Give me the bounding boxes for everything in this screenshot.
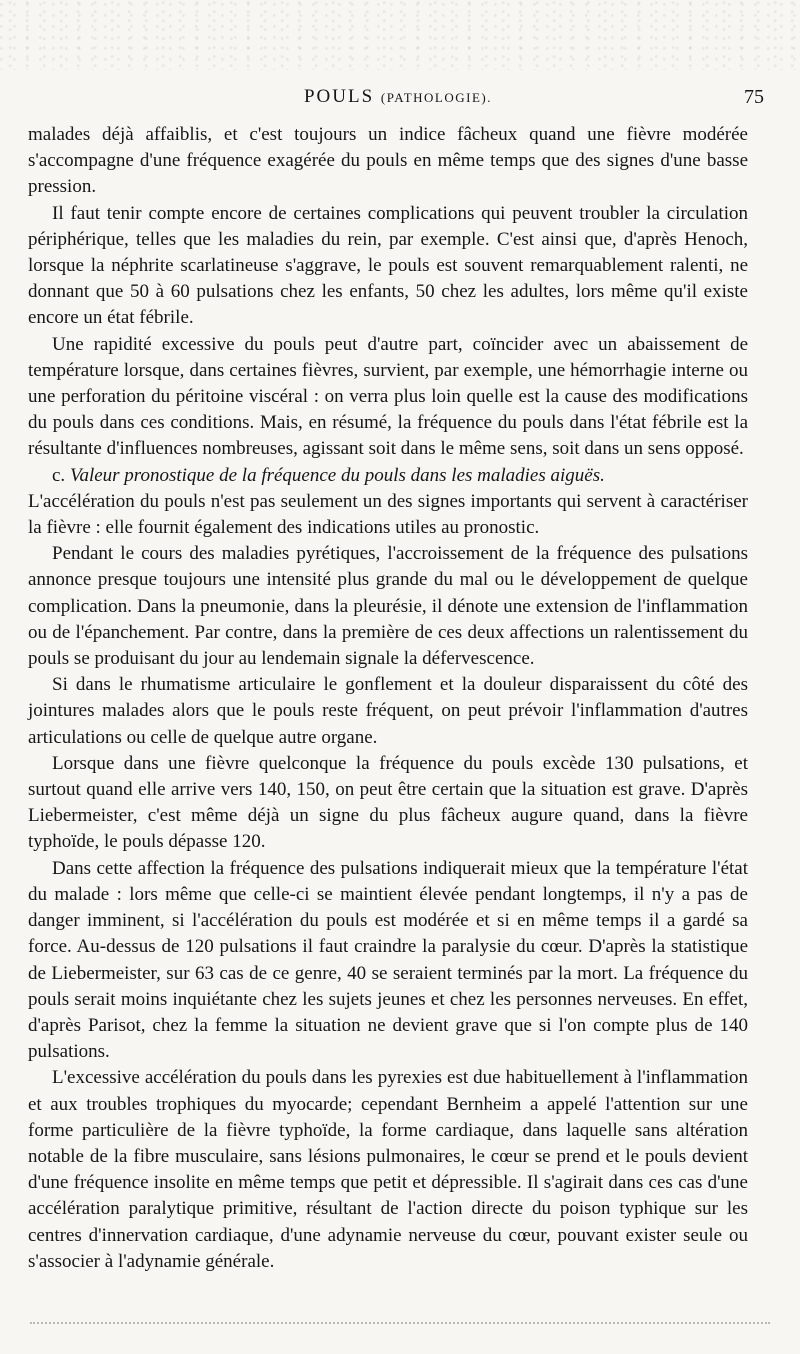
paragraph-7: Dans cette affection la fréquence des pulsations indiquerait mieux que la température l'état du malade : lors même que celle-ci se maintient élevée pendant longtemps, il n'y a pas de danger imminent, si l'accélération du pouls est modérée et si en même temps il a gardé sa force. Au-dessus de 120 pulsations il faut craindre la paralysie du cœur. D'après la statistique de Liebermeister, sur 63 cas de ce genre, 40 se seraient terminés par la mort. La fréquence du pouls serait moins inquiétante chez les sujets jeunes et chez les personnes nerveuses. En effet, d'après Parisot, chez la femme la situation ne devient grave que si l'on compte plus de 140 pulsations.	[28, 857, 748, 1063]
paragraph-6: Lorsque dans une fièvre quelconque la fréquence du pouls excède 130 pulsations, et surtout quand elle arrive vers 140, 150, on peut être certain que la situation est grave. D'après Liebermeister, c'est même déjà un signe du plus fâcheux augure quand, dans la fièvre typhoïde, le pouls dépasse 120.	[28, 752, 748, 853]
page-header	[28, 86, 768, 112]
paragraph-5: Si dans le rhumatisme articulaire le gonflement et la douleur disparaissent du côté des jointures malades alors que le pouls reste fréquent, on peut prévoir l'inflammation d'autres articulations ou celle de quelque autre organe.	[28, 674, 748, 748]
scan-noise-bottom	[30, 1322, 770, 1332]
scan-noise-top	[0, 0, 800, 70]
section-title: Valeur pronostique de la fréquence du pouls dans les maladies aiguës.	[69, 464, 605, 486]
paragraph-4: Pendant le cours des maladies pyrétiques, l'accroissement de la fréquence des pulsations annonce presque toujours une intensité plus grande du mal ou le développement de quelque complication. Dans la pneumonie, dans la pleurésie, il dénote une extension de l'inflammation ou de l'épanchement. Par contre, dans la première de ces deux affections un ralentissement du pouls se produisant du jour au lendemain signale la défervescence.	[28, 543, 748, 670]
paragraph-2: Il faut tenir compte encore de certaines complications qui peuvent troubler la circulation périphérique, telles que les maladies du rein, par exemple. C'est ainsi que, d'après Henoch, lorsque la néphrite scarlatineuse s'aggrave, le pouls est souvent remarquablement ralenti, ne donnant que 50 à 60 pulsations chez les enfants, 50 chez les adultes, lors même qu'il existe encore un état fébrile.	[28, 202, 748, 329]
running-title	[28, 86, 768, 108]
page-number: 75	[744, 86, 764, 108]
section-letter: c.	[52, 464, 66, 486]
section-intro: L'accélération du pouls n'est pas seulement un des signes importants qui servent à caractériser la fièvre : elle fournit également des indications utiles au pronostic.	[28, 490, 748, 539]
paragraph-8: L'excessive accélération du pouls dans les pyrexies est due habituellement à l'inflammation et aux troubles trophiques du myocarde; cependant Bernheim a appelé l'attention sur une forme particulière de la fièvre typhoïde, la forme cardiaque, dans laquelle sans altération notable de la fibre musculaire, sans lésions pulmonaires, le cœur se prend et le pouls devient d'une fréquence insolite en même temps que petit et dépressible. Il s'agirait dans ces cas d'une accélération paralytique primitive, résultant de l'action directe du poison typhique sur les centres d'innervation cardiaque, d'une adynamie nerveuse du cœur, pouvant exister seule ou s'associer à l'adynamie générale.	[28, 1067, 748, 1272]
body-text	[28, 122, 748, 1275]
paragraph-1: malades déjà affaiblis, et c'est toujours un indice fâcheux quand une fièvre modérée s'accompagne d'une fréquence exagérée du pouls en même temps que des signes d'une basse pression.	[28, 124, 748, 198]
section-heading	[28, 463, 748, 489]
running-title-sub: (PATHOLOGIE).	[380, 90, 493, 105]
paragraph-3: Une rapidité excessive du pouls peut d'autre part, coïncider avec un abaissement de température lorsque, dans certaines fièvres, survient, par exemple, une hémorrhagie interne ou une perforation du péritoine viscéral : on verra plus loin quelle est la cause des modifications du pouls dans ces conditions. Mais, en résumé, la fréquence du pouls dans l'état fébrile est la résultante d'influences nombreuses, agissant soit dans le même sens, soit dans un sens opposé.	[28, 333, 748, 460]
running-title-main: POULS	[303, 86, 375, 107]
